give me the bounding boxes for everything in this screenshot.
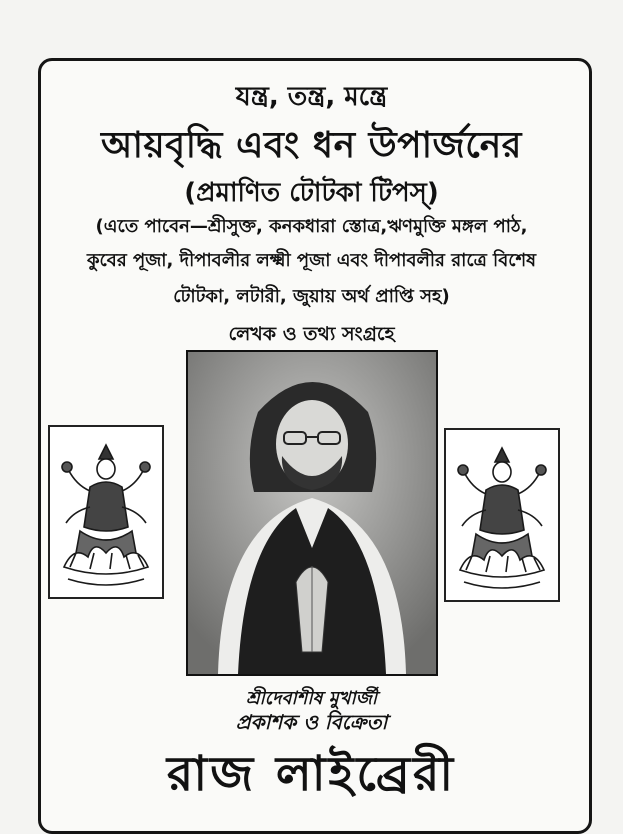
author-portrait-icon [188,352,436,674]
left-deity-image [48,425,164,599]
contents-line-2: কুবের পূজা, দীপাবলীর লক্ষ্মী পূজা এবং দীপাবলীর রাত্রে বিশেষ [86,250,537,271]
author-name: শ্রীদেবাশীষ মুখার্জী [246,688,377,709]
author-photo [186,350,438,676]
contents-line-1: (এতে পাবেন—শ্রীসুক্ত, কনকধারা স্তোত্র,ঋণমুক্তি মঙ্গল পাঠ, [95,216,528,237]
lakshmi-icon [50,427,162,597]
title-line-1: যন্ত্র, তন্ত্র, মন্ত্রে [235,82,388,112]
publisher-name: রাজ লাইব্রেরী [166,746,457,802]
subtitle: (প্রমাণিত টোটকা টিপস্) [184,178,439,208]
right-deity-image [444,428,560,602]
publisher-role: প্রকাশক ও বিক্রেতা [235,710,388,734]
lakshmi-icon [446,430,558,600]
main-title: আয়বৃদ্ধি এবং ধন উপার্জনের [100,125,522,166]
contents-line-3: টোটকা, লটারী, জুয়ায় অর্থ প্রাপ্তি সহ) [173,286,450,307]
author-heading: লেখক ও তথ্য সংগ্রহে [228,323,395,345]
